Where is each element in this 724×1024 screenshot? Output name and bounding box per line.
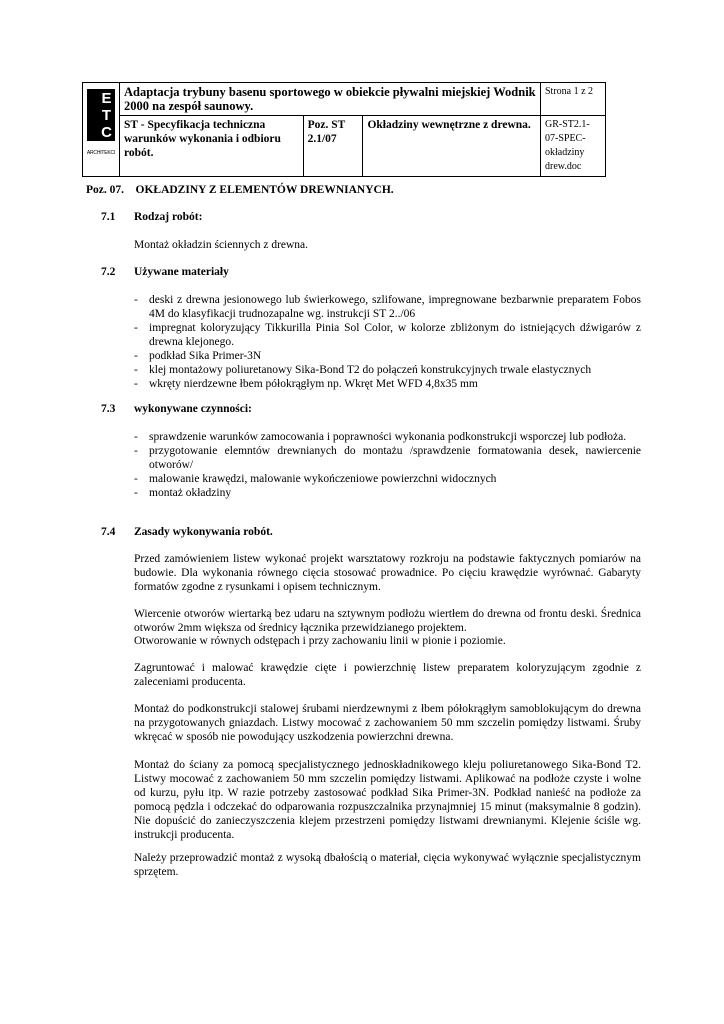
list-item: - sprawdzenie warunków zamocowania i poprawności wykonania podkonstrukcji wsporczej lub podłoża. [134, 431, 627, 443]
list-item: - deski z drewna jesionowego lub świerkowego, szlifowane, impregnowane bezbarwnie preparatem Fobos 4M do klasyfikacji trudnozapalne wg. instrukcji ST 2../06 [134, 294, 641, 320]
activities-list [134, 430, 641, 500]
company-logo [83, 83, 119, 159]
list-item: - podkład Sika Primer-3N [134, 350, 262, 362]
position-code: Poz. ST 2.1/07 [303, 116, 363, 177]
logo-mark: ETC [87, 89, 115, 141]
document-header-table [82, 82, 606, 177]
section-title: Rodzaj robót: [134, 211, 203, 223]
paragraph: Zagruntować i malować krawędzie cięte i powierzchnię listew preparatem koloryzującym zgodnie z zaleceniami producenta. [134, 662, 641, 688]
list-item: - przygotowanie elemntów drewnianych do montażu /sprawdzenie formatowania desek, nawiercenie otworów/ [134, 445, 641, 471]
section-text: Montaż okładzin ściennych z drewna. [134, 239, 309, 251]
subject: Okładziny wewnętrzne z drewna. [363, 116, 541, 177]
paragraph: Przed zamówieniem listew wykonać projekt warsztatowy rozkroju na podstawie faktycznych pomiarów na budowie. Dla wykonania równego cięcia stosować prowadnice. Po cięciu krawędzie wyrównać. Gabaryty formatów zgodne z rysunkami i opisem technicznym. [134, 553, 641, 593]
section-title: Używane materiały [134, 266, 229, 278]
logo-cell [83, 83, 120, 177]
section-number: 7.3 [101, 403, 116, 415]
project-title: Adaptacja trybuny basenu sportowego w obiekcie pływalni miejskiej Wodnik 2000 na zespół saunowy. [120, 83, 541, 116]
file-name: GR-ST2.1-07-SPEC-okładziny drew.doc [541, 116, 606, 177]
paragraph: Należy przeprowadzić montaż z wysoką dbałością o materiał, cięcia wykonywać wyłącznie specjalistycznym sprzętem. [134, 852, 641, 878]
list-item: - wkręty nierdzewne łbem półokrągłym np. Wkręt Met WFD 4,8x35 mm [134, 378, 478, 390]
paragraph: Otworowanie w równych odstępach i przy zachowaniu linii w pionie i poziomie. [134, 635, 506, 647]
materials-list [134, 293, 641, 391]
list-item: - montaż okładziny [134, 487, 232, 499]
section-number: 7.4 [101, 526, 116, 538]
list-item: - impregnat koloryzujący Tikkurilla Pinia Sol Color, w kolorze zbliżonym do istniejących dźwigarów z drewna klejonego. [134, 322, 641, 348]
list-item: - klej montażowy poliuretanowy Sika-Bond T2 do połączeń konstrukcyjnych trwale elastycznych [134, 364, 592, 376]
page-number: Strona 1 z 2 [541, 83, 606, 116]
section-number: 7.2 [101, 266, 116, 278]
list-item: - malowanie krawędzi, malowanie wykończeniowe powierzchni widocznych [134, 473, 497, 485]
section-title: wykonywane czynności: [134, 403, 252, 415]
logo-subtext: ARCHITEKCI [86, 150, 116, 156]
paragraph: Wiercenie otworów wiertarką bez udaru na sztywnym podłożu wiertłem do drewna od frontu deski. Średnica otworów 2mm większa od średnicy łącznika przewidzianego projektem. [134, 608, 641, 634]
section-number: 7.1 [101, 211, 116, 223]
paragraph: Montaż do podkonstrukcji stalowej śrubami nierdzewnymi z łbem półokrągłym samoblokującym do drewna na przygotowanych gniazdach. Listwy mocować z zachowaniem 50 mm szczelin pomiędzy listwami. Śruby wkręcać w sposób nie powodujący uszkodzenia powierzchni drewna. [134, 703, 641, 743]
section-title: Zasady wykonywania robót. [134, 526, 273, 538]
spec-type: ST - Specyfikacja techniczna warunków wykonania i odbioru robót. [120, 116, 304, 177]
main-heading: Poz. 07. OKŁADZINY Z ELEMENTÓW DREWNIANYCH. [86, 184, 394, 196]
paragraph: Montaż do ściany za pomocą specjalistycznego jednoskładnikowego kleju poliuretanowego Sika-Bond T2. Listwy mocować z zachowaniem 50 mm szczelin pomiędzy listwami. Aplikować na podłoże czyste i wolne od kurzu, pyłu itp. W razie potrzeby zastosować podkład Sika Primer-3N. Podkład nanieść na podłoże za pomocą pędzla i odczekać do odparowania rozpuszczalnika przynajmniej 15 minut (maksymalnie 8 godzin). Nie dopuścić do zanieczyszczenia klejem przestrzeni pomiędzy listwami drewnianymi. Klejenie ściśle wg. instrukcji producenta. [134, 759, 641, 841]
